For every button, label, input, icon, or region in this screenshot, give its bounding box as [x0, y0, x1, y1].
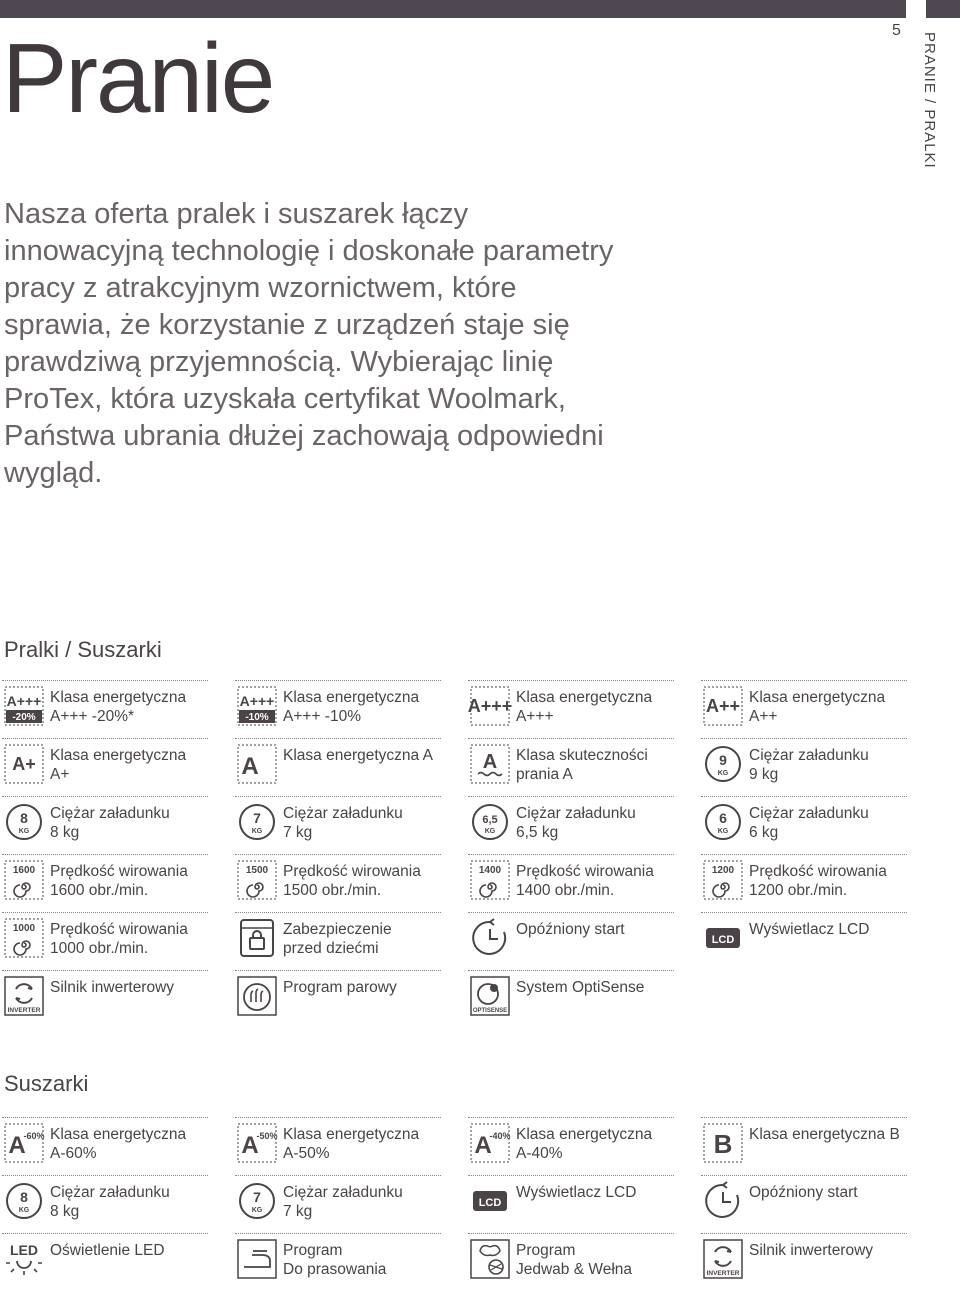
- feature-item: [468, 1117, 676, 1173]
- side-label-text: PRANIE / PRALKI: [921, 32, 938, 169]
- dotted-separator: [701, 912, 907, 913]
- svg-text:INVERTER: INVERTER: [7, 1007, 41, 1014]
- dotted-separator: [2, 970, 208, 971]
- feature-item: [468, 854, 676, 910]
- inverter-motor-icon: [4, 976, 44, 1016]
- svg-text:8: 8: [20, 810, 28, 826]
- dotted-separator: [235, 1233, 441, 1234]
- energy-class-icon: [703, 1123, 743, 1163]
- feature-item: [235, 796, 443, 852]
- feature-label: System OptiSense: [516, 979, 645, 996]
- svg-text:1000: 1000: [12, 923, 36, 934]
- feature-label: Klasa energetyczna A+++: [516, 689, 653, 725]
- feature-label: Ciężar załadunku 6 kg: [749, 805, 869, 841]
- svg-text:KG: KG: [251, 828, 263, 835]
- feature-item: [468, 680, 676, 736]
- svg-text:8: 8: [20, 1189, 28, 1205]
- svg-text:-50%: -50%: [256, 1131, 278, 1141]
- wash-efficiency-icon: [470, 744, 510, 784]
- feature-item: [468, 970, 676, 1026]
- energy-class-icon: [470, 1123, 510, 1163]
- dotted-separator: [235, 854, 441, 855]
- delayed-start-icon: [703, 1181, 743, 1221]
- feature-label: Klasa energetyczna B: [749, 1126, 900, 1143]
- top-bar-tab: [926, 0, 960, 18]
- dotted-separator: [701, 680, 907, 681]
- svg-text:7: 7: [253, 810, 261, 826]
- washers-section-title: Pralki / Suszarki: [4, 637, 162, 662]
- dotted-separator: [235, 796, 441, 797]
- feature-item: [2, 738, 210, 794]
- dotted-separator: [235, 680, 441, 681]
- feature-label: Klasa energetyczna A-40%: [516, 1126, 653, 1162]
- steam-program-icon: [237, 976, 277, 1016]
- top-bar: [0, 0, 906, 18]
- feature-item: [468, 912, 676, 968]
- inverter-motor-icon: [703, 1239, 743, 1279]
- dotted-separator: [235, 1175, 441, 1176]
- feature-label: Wyświetlacz LCD: [516, 1184, 637, 1201]
- feature-label: Ciężar załadunku 9 kg: [749, 747, 869, 783]
- svg-text:9: 9: [719, 752, 727, 768]
- led-light-icon: [4, 1239, 44, 1279]
- feature-item: [701, 1117, 909, 1173]
- dotted-separator: [468, 912, 674, 913]
- feature-item: [235, 680, 443, 736]
- lcd-display-icon: [470, 1181, 510, 1221]
- energy-class-icon: [237, 744, 277, 784]
- svg-text:KG: KG: [717, 770, 729, 777]
- dryers-section-title: Suszarki: [4, 1071, 89, 1096]
- intro-paragraph: Nasza oferta pralek i suszarek łączy innowacyjną technologię i doskonałe parametry pracy z atrakcyjnym wzornictwem, które sprawia, że korzystanie z urządzeń staje się prawdziwą przyjemnością. Wybierając linię ProTex, która uzyskała certyfikat Woolmark, Państwa ubrania dłużej zachowają odpowiedni wygląd.: [4, 198, 614, 489]
- page-number: 5: [892, 22, 901, 39]
- feature-item: [701, 1175, 909, 1231]
- svg-text:INVERTER: INVERTER: [706, 1270, 740, 1277]
- feature-item: [701, 1233, 909, 1289]
- load-weight-icon: [703, 802, 743, 842]
- feature-item: [2, 854, 210, 910]
- svg-text:A: A: [482, 751, 498, 773]
- section-side-label: [918, 32, 940, 172]
- dotted-separator: [701, 854, 907, 855]
- dotted-separator: [2, 738, 208, 739]
- dotted-separator: [2, 796, 208, 797]
- feature-item: [235, 1175, 443, 1231]
- svg-text:LED: LED: [10, 1242, 38, 1258]
- feature-item: [235, 1117, 443, 1173]
- feature-label: Ciężar załadunku 7 kg: [283, 805, 403, 841]
- dotted-separator: [468, 738, 674, 739]
- dotted-separator: [701, 1175, 907, 1176]
- svg-text:6: 6: [719, 810, 727, 826]
- svg-text:LCD: LCD: [711, 934, 735, 946]
- feature-label: Zabezpieczenie przed dziećmi: [283, 921, 392, 957]
- feature-item: [468, 738, 676, 794]
- feature-label: Klasa skuteczności prania A: [516, 747, 648, 783]
- svg-text:A: A: [474, 1132, 492, 1159]
- dotted-separator: [235, 1117, 441, 1118]
- svg-text:A+: A+: [12, 754, 36, 774]
- energy-class-icon: [4, 686, 44, 726]
- svg-text:B: B: [713, 1129, 733, 1159]
- dotted-separator: [468, 854, 674, 855]
- feature-label: Klasa energetyczna A++: [749, 689, 886, 725]
- feature-label: Klasa energetyczna A-50%: [283, 1126, 420, 1162]
- load-weight-icon: [4, 1181, 44, 1221]
- feature-item: [235, 854, 443, 910]
- energy-class-icon: [237, 1123, 277, 1163]
- feature-label: Silnik inwerterowy: [50, 979, 175, 996]
- svg-text:KG: KG: [18, 1207, 30, 1214]
- page-title: Pranie: [2, 23, 274, 133]
- feature-item: [2, 796, 210, 852]
- dotted-separator: [468, 1117, 674, 1118]
- svg-text:A: A: [241, 753, 259, 780]
- dotted-separator: [2, 854, 208, 855]
- spin-speed-icon: [703, 860, 743, 900]
- svg-text:A+++: A+++: [239, 693, 275, 709]
- feature-label: Program parowy: [283, 979, 397, 996]
- feature-label: Opóźniony start: [749, 1184, 858, 1201]
- dotted-separator: [2, 680, 208, 681]
- energy-class-icon: [4, 1123, 44, 1163]
- spin-speed-icon: [237, 860, 277, 900]
- dotted-separator: [235, 738, 441, 739]
- energy-class-icon: [237, 686, 277, 726]
- feature-label: Prędkość wirowania 1600 obr./min.: [50, 863, 188, 899]
- spin-speed-icon: [4, 860, 44, 900]
- svg-text:-20%: -20%: [12, 712, 36, 723]
- dotted-separator: [468, 1175, 674, 1176]
- feature-label: Program Jedwab & Wełna: [516, 1242, 633, 1278]
- feature-item: [235, 1233, 443, 1289]
- feature-item: [701, 738, 909, 794]
- feature-label: Klasa energetyczna A: [283, 747, 433, 764]
- feature-label: Opóźniony start: [516, 921, 625, 938]
- feature-label: Klasa energetyczna A+++ -10%: [283, 689, 420, 725]
- dotted-separator: [468, 970, 674, 971]
- svg-text:A+++: A+++: [6, 693, 42, 709]
- dotted-separator: [701, 1233, 907, 1234]
- feature-label: Ciężar załadunku 6,5 kg: [516, 805, 636, 841]
- lcd-display-icon: [703, 918, 743, 958]
- dotted-separator: [468, 1233, 674, 1234]
- dotted-separator: [2, 1117, 208, 1118]
- svg-text:6,5: 6,5: [482, 814, 498, 826]
- feature-item: [468, 1175, 676, 1231]
- energy-class-icon: [703, 686, 743, 726]
- load-weight-icon: [237, 1181, 277, 1221]
- svg-text:KG: KG: [251, 1207, 263, 1214]
- energy-class-icon: [467, 686, 513, 726]
- spin-speed-icon: [470, 860, 510, 900]
- svg-text:A: A: [241, 1132, 259, 1159]
- feature-label: Program Do prasowania: [283, 1242, 387, 1278]
- optisense-icon: [470, 976, 510, 1016]
- feature-item: [2, 1117, 210, 1173]
- svg-text:A+++: A+++: [467, 696, 513, 716]
- dotted-separator: [701, 796, 907, 797]
- svg-text:KG: KG: [18, 828, 30, 835]
- svg-text:1500: 1500: [245, 865, 269, 876]
- svg-text:-40%: -40%: [489, 1131, 511, 1141]
- dotted-separator: [468, 680, 674, 681]
- svg-text:KG: KG: [484, 828, 496, 835]
- svg-text:1200: 1200: [711, 865, 735, 876]
- feature-label: Ciężar załadunku 8 kg: [50, 1184, 170, 1220]
- feature-label: Silnik inwerterowy: [749, 1242, 874, 1259]
- feature-item: [235, 970, 443, 1026]
- feature-item: [235, 738, 443, 794]
- feature-item: [2, 1233, 210, 1289]
- svg-text:7: 7: [253, 1189, 261, 1205]
- child-lock-icon: [237, 918, 277, 958]
- iron-program-icon: [237, 1239, 277, 1279]
- feature-item: [701, 912, 909, 968]
- silk-wool-icon: [470, 1239, 510, 1279]
- feature-item: [235, 912, 443, 968]
- feature-item: [2, 1175, 210, 1231]
- feature-item: [468, 796, 676, 852]
- svg-text:-60%: -60%: [23, 1131, 45, 1141]
- feature-label: Oświetlenie LED: [50, 1242, 165, 1259]
- feature-label: Klasa energetyczna A-60%: [50, 1126, 187, 1162]
- svg-text:KG: KG: [717, 828, 729, 835]
- dotted-separator: [235, 970, 441, 971]
- feature-label: Prędkość wirowania 1500 obr./min.: [283, 863, 421, 899]
- svg-text:A++: A++: [705, 696, 741, 716]
- feature-label: Klasa energetyczna A+++ -20%*: [50, 689, 187, 725]
- feature-label: Prędkość wirowania 1000 obr./min.: [50, 921, 188, 957]
- feature-label: Prędkość wirowania 1400 obr./min.: [516, 863, 654, 899]
- spin-speed-icon: [4, 918, 44, 958]
- svg-text:LCD: LCD: [478, 1197, 502, 1209]
- feature-item: [701, 680, 909, 736]
- feature-item: [2, 912, 210, 968]
- dotted-separator: [2, 1175, 208, 1176]
- feature-label: Ciężar załadunku 7 kg: [283, 1184, 403, 1220]
- svg-text:1400: 1400: [478, 865, 502, 876]
- energy-class-icon: [4, 744, 44, 784]
- dotted-separator: [468, 796, 674, 797]
- dotted-separator: [2, 912, 208, 913]
- feature-item: [468, 1233, 676, 1289]
- load-weight-icon: [703, 744, 743, 784]
- svg-text:OPTISENSE: OPTISENSE: [472, 1008, 508, 1014]
- dotted-separator: [235, 912, 441, 913]
- feature-item: [701, 854, 909, 910]
- delayed-start-icon: [470, 918, 510, 958]
- feature-label: Ciężar załadunku 8 kg: [50, 805, 170, 841]
- dotted-separator: [701, 738, 907, 739]
- dotted-separator: [701, 1117, 907, 1118]
- svg-text:A: A: [8, 1132, 26, 1159]
- load-weight-icon: [4, 802, 44, 842]
- load-weight-icon: [470, 802, 510, 842]
- svg-text:1600: 1600: [12, 865, 36, 876]
- feature-item: [701, 796, 909, 852]
- feature-label: Prędkość wirowania 1200 obr./min.: [749, 863, 887, 899]
- feature-item: [2, 970, 210, 1026]
- feature-label: Klasa energetyczna A+: [50, 747, 187, 783]
- dotted-separator: [2, 1233, 208, 1234]
- feature-item: [2, 680, 210, 736]
- svg-text:-10%: -10%: [245, 712, 269, 723]
- load-weight-icon: [237, 802, 277, 842]
- feature-label: Wyświetlacz LCD: [749, 921, 870, 938]
